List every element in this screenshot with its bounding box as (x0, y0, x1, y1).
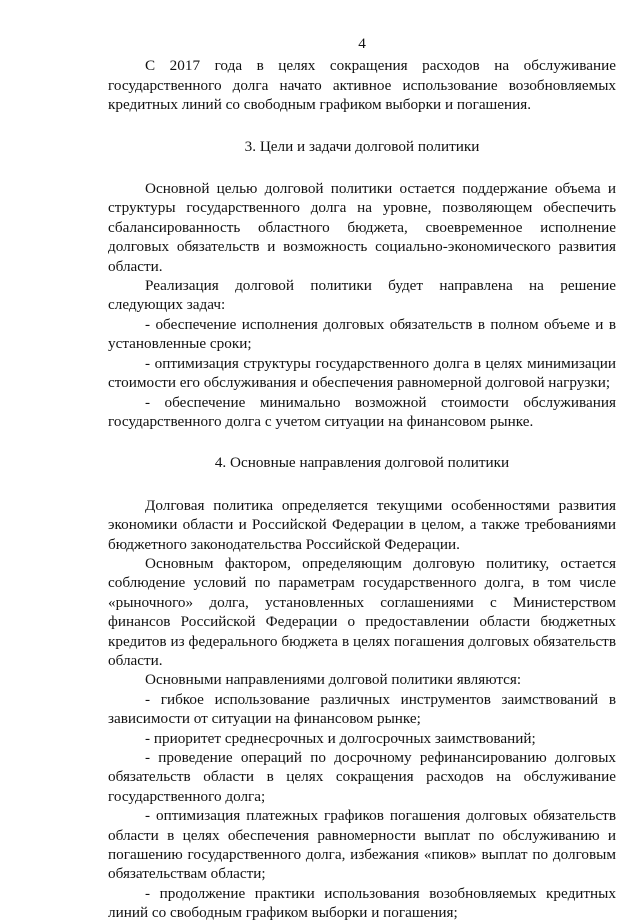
intro-paragraph: С 2017 года в целях сокращения расходов на обслуживание государственного долга начато активное использование возобновляемых кредитных линий со свободным графиком выборки и погашения. (108, 57, 616, 114)
section-4-list-item: - оптимизация платежных графиков погашения долговых обязательств области в целях обеспечения равномерности выплат по обслуживанию и погашению государственного долга, избежания «пиков» выплат по долговым обязательствам области; (108, 807, 616, 883)
section-3-title: 3. Цели и задачи долговой политики (244, 137, 480, 155)
page-number: 4 (358, 35, 366, 52)
section-3-list-item: - обеспечение минимально возможной стоимости обслуживания государственного долга с учетом ситуации на финансовом рынке. (108, 393, 616, 430)
section-4-list-item: - приоритет среднесрочных и долгосрочных заимствований; (145, 729, 536, 747)
section-4-paragraph: Основным фактором, определяющим долговую политику, остается соблюдение условий по параметрам государственного долга, в том числе «рыночного» долга, установленных соглашениями с Министерством финансов Российской Федерации о предоставлении области бюджетных кредитов из федерального бюджета в целях погашения долговых обязательств области. (108, 554, 616, 669)
section-3-paragraph: Реализация долговой политики будет направлена на решение следующих задач: (108, 277, 616, 314)
section-4-list-item: - проведение операций по досрочному рефинансированию долговых обязательств области в целях сокращения расходов на обслуживание государственного долга; (108, 749, 616, 805)
section-4-paragraph: Основными направлениями долговой политики являются: (145, 671, 522, 689)
section-4-paragraph: Долговая политика определяется текущими особенностями развития экономики области и Российской Федерации в целом, а также требованиями бюджетного законодательства Российской Федерации. (108, 496, 616, 553)
section-4-list-item: - гибкое использование различных инструментов заимствований в зависимости от ситуации на финансовом рынке; (108, 690, 616, 728)
section-3-list-item: - оптимизация структуры государственного долга в целях минимизации стоимости его обслуживания и обеспечения равномерной долговой нагрузки; (108, 354, 616, 392)
section-3-paragraph: Основной целью долговой политики остается поддержание объема и структуры государственного долга на уровне, позволяющем обеспечить сбалансированность областного бюджета, своевременное исполнение долговых обязательств и возможность социально-экономического развития области. (108, 180, 616, 275)
section-4-title: 4. Основные направления долговой политики (214, 454, 510, 472)
section-3-list-item: - обеспечение исполнения долговых обязательств в полном объеме и в установленные сроки; (108, 315, 616, 353)
section-4-list-item: - продолжение практики использования возобновляемых кредитных линий со свободным графиком выборки и погашения; (108, 884, 616, 922)
